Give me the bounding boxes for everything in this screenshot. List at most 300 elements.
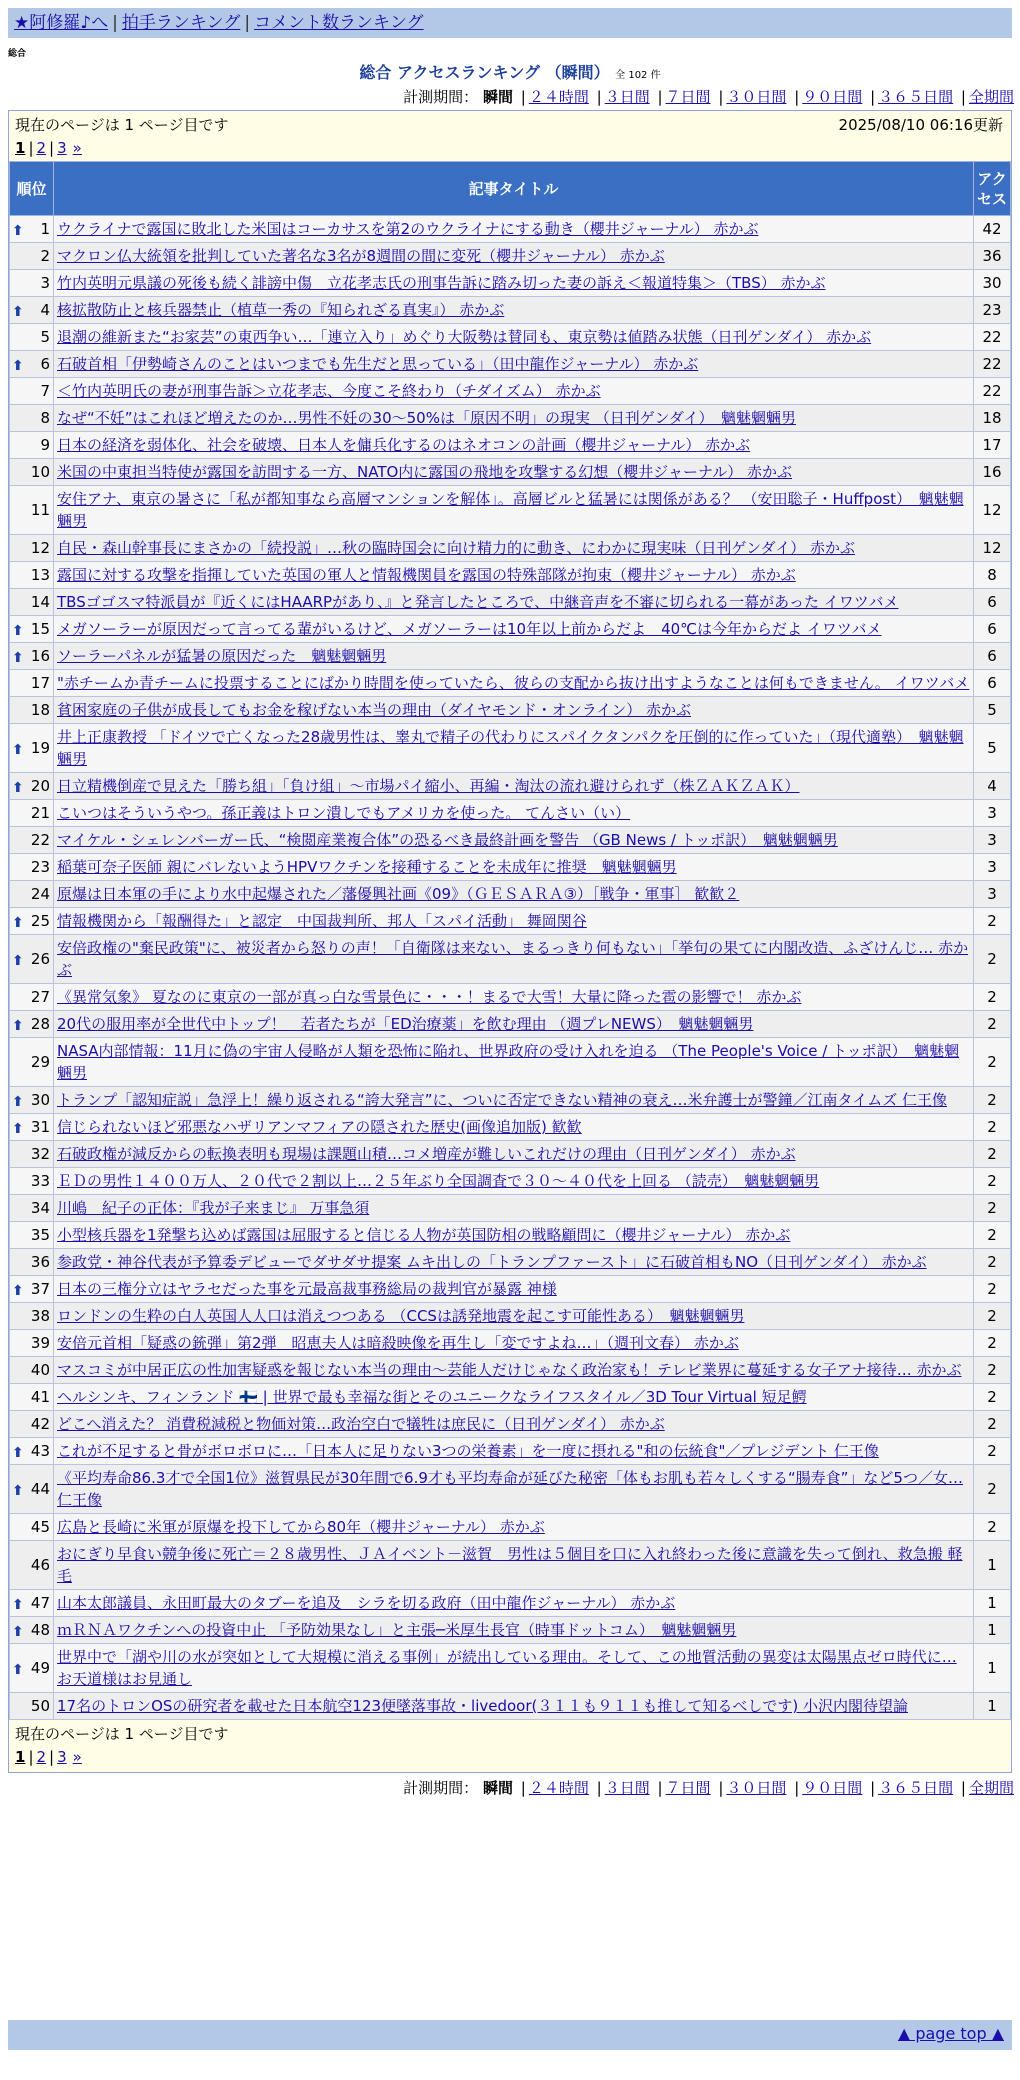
period-selector-bottom: 計測期間： 瞬間 | ２４時間 | ３日間 | ７日間 | ３０日間 | ９０日間 | ３６５日間 | 全期間	[403, 1779, 1014, 1797]
access-count: 1	[974, 1541, 1011, 1590]
title-cell	[54, 297, 974, 324]
rank-cell	[10, 589, 54, 616]
comment-ranking-link[interactable]: コメント数ランキング	[254, 13, 424, 33]
rank-number: 28	[30, 1015, 50, 1033]
article-link[interactable]: 貧困家庭の子供が成長してもお金を稼げない本当の理由（ダイヤモンド・オンライン） 赤かぶ	[57, 701, 692, 719]
article-link[interactable]: 《異常気象》 夏なのに東京の一部が真っ白な雪景色に・・・！まるで大雪！大量に降った雹の影響で！ 赤かぶ	[57, 988, 802, 1006]
title-cell	[54, 643, 974, 670]
access-count: 3	[974, 881, 1011, 908]
rank-cell	[10, 1087, 54, 1114]
rank-cell	[10, 1114, 54, 1141]
period-current: 瞬間	[482, 1779, 513, 1797]
article-link[interactable]: マスコミが中居正広の性加害疑惑を報じない本当の理由～芸能人だけじゃなく政治家も！テレビ業界に蔓延する女子アナ接待… 赤かぶ	[57, 1361, 962, 1379]
article-link[interactable]: 核拡散防止と核兵器禁止（植草一秀の『知られざる真実』） 赤かぶ	[57, 301, 505, 319]
rank-number: 22	[30, 831, 50, 849]
rank-up-arrow-icon: ⬆	[12, 1445, 24, 1461]
article-link[interactable]: 日本の三権分立はヤラセだった事を元最高裁事務総局の裁判官が暴露 神様	[57, 1280, 557, 1298]
rank-cell	[10, 643, 54, 670]
table-row	[10, 1384, 1011, 1411]
table-row	[10, 1038, 1011, 1087]
rank-cell	[10, 724, 54, 773]
article-link[interactable]: "赤チームか青チームに投票することにばかり時間を使っていたら、彼らの支配から抜け出すようなことは何もできません。 イワツバメ	[57, 674, 970, 692]
period-selector-top: 計測期間： 瞬間 | ２４時間 | ３日間 | ７日間 | ３０日間 | ９０日間 | ３６５日間 | 全期間	[403, 88, 1014, 106]
rank-cell	[10, 697, 54, 724]
pager-page-1[interactable]: 1	[15, 1748, 26, 1766]
table-row	[10, 1222, 1011, 1249]
title-cell	[54, 1384, 974, 1411]
article-link[interactable]: 露国に対する攻撃を指揮していた英国の軍人と情報機関員を露国の特殊部隊が拘束（櫻井ジャーナル） 赤かぶ	[57, 566, 796, 584]
access-count: 2	[974, 1222, 1011, 1249]
title-cell	[54, 535, 974, 562]
page-top-link[interactable]: ▲ page top ▲	[897, 2024, 1004, 2043]
rank-cell	[10, 486, 54, 535]
rank-number: 14	[30, 593, 50, 611]
article-link[interactable]: 参政党・神谷代表が予算委デビューでダサダサ提案 ムキ出しの「トランプファースト」に石破首相もNO（日刊ゲンダイ） 赤かぶ	[57, 1253, 927, 1271]
title-cell	[54, 1249, 974, 1276]
table-row	[10, 432, 1011, 459]
table-row	[10, 1141, 1011, 1168]
access-count: 1	[974, 1644, 1011, 1693]
rank-number: 45	[30, 1518, 50, 1536]
rank-cell	[10, 827, 54, 854]
table-row	[10, 1644, 1011, 1693]
access-count: 2	[974, 1384, 1011, 1411]
article-link[interactable]: 安倍政権の"棄民政策"に、被災者から怒りの声！「自衛隊は来ない、まるっきり何もない」「挙句の果てに内閣改造、ふざけんじ… 赤かぶ	[57, 939, 969, 979]
table-row	[10, 351, 1011, 378]
access-count: 16	[974, 459, 1011, 486]
title-cell	[54, 935, 974, 984]
rank-number: 7	[40, 382, 50, 400]
period-7d[interactable]: ７日間	[665, 88, 711, 106]
article-link[interactable]: 石破政権が減反からの転換表明も現場は課題山積…コメ増産が難しいこれだけの理由（日刊ゲンダイ） 赤かぶ	[57, 1145, 796, 1163]
access-count: 2	[974, 1514, 1011, 1541]
title-cell	[54, 1693, 974, 1720]
rank-number: 20	[30, 777, 50, 795]
pager-page-2[interactable]: 2	[36, 1748, 47, 1766]
article-link[interactable]: 広島と長崎に米軍が原爆を投下してから80年（櫻井ジャーナル） 赤かぶ	[57, 1518, 545, 1536]
rank-cell	[10, 270, 54, 297]
table-row	[10, 1249, 1011, 1276]
article-link[interactable]: 日本の経済を弱体化、社会を破壊、日本人を傭兵化するのはネオコンの計画（櫻井ジャーナル） 赤かぶ	[57, 436, 751, 454]
pager-next[interactable]: »	[72, 1748, 82, 1766]
rank-cell	[10, 562, 54, 589]
article-link[interactable]: 情報機関から「報酬得た」と認定 中国裁判所、邦人「スパイ活動」 舞岡関谷	[57, 912, 587, 930]
applause-ranking-link[interactable]: 拍手ランキング	[121, 13, 241, 33]
rank-number: 32	[30, 1145, 50, 1163]
period-90d[interactable]: ９０日間	[802, 1779, 863, 1797]
title-cell	[54, 1303, 974, 1330]
article-link[interactable]: ロンドンの生粋の白人英国人人口は消えつつある （CCSは誘発地震を起こす可能性ある） 魑魅魍魎男	[57, 1307, 745, 1325]
table-row	[10, 1195, 1011, 1222]
table-row	[10, 1114, 1011, 1141]
access-count: 12	[974, 535, 1011, 562]
pager-next[interactable]: »	[72, 139, 82, 157]
rank-number: 50	[30, 1697, 50, 1715]
article-link[interactable]: 安住アナ、東京の暑さに「私が都知事なら高層マンションを解体」。高層ビルと猛暑には関係がある？ （安田聡子・Huffpost） 魑魅魍魎男	[57, 490, 964, 530]
title-cell	[54, 1114, 974, 1141]
current-page-text: 現在のページは 1 ページ目です	[15, 116, 229, 134]
table-row	[10, 697, 1011, 724]
rank-cell	[10, 216, 54, 243]
rank-number: 44	[30, 1480, 50, 1498]
title-cell	[54, 1222, 974, 1249]
period-all[interactable]: 全期間	[968, 1779, 1014, 1797]
access-count: 3	[974, 854, 1011, 881]
period-all[interactable]: 全期間	[968, 88, 1014, 106]
access-count: 2	[974, 1249, 1011, 1276]
rank-cell	[10, 984, 54, 1011]
table-row	[10, 643, 1011, 670]
rank-cell	[10, 1693, 54, 1720]
rank-up-arrow-icon: ⬆	[12, 650, 24, 666]
rank-number: 49	[30, 1659, 50, 1677]
rank-cell	[10, 1617, 54, 1644]
article-link[interactable]: 山本太郎議員、永田町最大のタブーを追及 シラを切る政府（田中龍作ジャーナル） 赤かぶ	[57, 1594, 676, 1612]
access-count: 2	[974, 1087, 1011, 1114]
access-count: 2	[974, 1276, 1011, 1303]
access-count: 22	[974, 324, 1011, 351]
table-row	[10, 1590, 1011, 1617]
period-3d[interactable]: ３日間	[604, 1779, 650, 1797]
article-link[interactable]: TBSゴゴスマ特派員が『近くにはHAARPがあり、』と発言したところで、中継音声を不審に切られる一幕があった イワツバメ	[57, 593, 899, 611]
table-header-row	[10, 162, 1011, 216]
ranking-table	[9, 161, 1011, 1720]
access-count: 2	[974, 1141, 1011, 1168]
article-link[interactable]: どこへ消えた？ 消費税減税と物価対策…政治空白で犠牲は庶民に（日刊ゲンダイ） 赤かぶ	[57, 1415, 665, 1433]
access-count: 2	[974, 1357, 1011, 1384]
period-365d[interactable]: ３６５日間	[878, 1779, 954, 1797]
rank-cell	[10, 1514, 54, 1541]
rank-number: 6	[40, 355, 50, 373]
period-30d[interactable]: ３０日間	[726, 1779, 787, 1797]
article-link[interactable]: 川嶋 紀子の正体：『我が子来まじ』 万事急須	[57, 1199, 370, 1217]
col-access-header: アクセス	[974, 162, 1011, 216]
table-row	[10, 984, 1011, 1011]
table-row	[10, 1465, 1011, 1514]
article-link[interactable]: 自民・森山幹事長にまさかの「続投説」…秋の臨時国会に向け精力的に動き、にわかに現実味（日刊ゲンダイ） 赤かぶ	[57, 539, 855, 557]
pager-page-2[interactable]: 2	[36, 139, 47, 157]
access-count: 17	[974, 432, 1011, 459]
rank-cell	[10, 459, 54, 486]
rank-number: 34	[30, 1199, 50, 1217]
article-link[interactable]: ヘルシンキ、フィンランド 🇫🇮 | 世界で最も幸福な街とそのユニークなライフスタイル／3D Tour Virtual 短足鰐	[57, 1388, 807, 1406]
rank-number: 30	[30, 1091, 50, 1109]
article-link[interactable]: 退潮の維新また“お家芸”の東西争い…「連立入り」めぐり大阪勢は賛同も、東京勢は値踏み状態（日刊ゲンダイ） 赤かぶ	[57, 328, 872, 346]
access-count: 30	[974, 270, 1011, 297]
article-link[interactable]: こいつはそういうやつ。孫正義はトロン潰しでもアメリカを使った。 てんさい（い）	[57, 804, 631, 822]
total-count: 全 102 件	[615, 70, 661, 81]
title-cell	[54, 984, 974, 1011]
title-cell	[54, 1541, 974, 1590]
current-page-text-bottom: 現在のページは 1 ページ目です	[15, 1725, 229, 1743]
rank-cell	[10, 243, 54, 270]
title-cell	[54, 324, 974, 351]
rank-up-arrow-icon: ⬆	[12, 223, 24, 239]
rank-cell	[10, 1038, 54, 1087]
pager-page-3[interactable]: 3	[57, 139, 67, 157]
rank-number: 3	[40, 274, 50, 292]
rank-number: 10	[30, 463, 50, 481]
rank-number: 29	[30, 1053, 50, 1071]
site-home-link[interactable]: ★阿修羅♪へ	[14, 13, 109, 33]
rank-up-arrow-icon: ⬆	[12, 1121, 24, 1137]
col-rank-header: 順位	[10, 162, 54, 216]
table-row	[10, 1357, 1011, 1384]
access-count: 22	[974, 351, 1011, 378]
period-90d[interactable]: ９０日間	[802, 88, 863, 106]
period-30d[interactable]: ３０日間	[726, 88, 787, 106]
rank-cell	[10, 908, 54, 935]
rank-number: 8	[40, 409, 50, 427]
period-label: 計測期間：	[403, 1779, 479, 1797]
rank-up-arrow-icon: ⬆	[12, 1597, 24, 1613]
rank-number: 13	[30, 566, 50, 584]
period-3d[interactable]: ３日間	[604, 88, 650, 106]
table-row	[10, 827, 1011, 854]
title-cell	[54, 1141, 974, 1168]
article-link[interactable]: ＜竹内英明氏の妻が刑事告訴＞立花孝志、今度こそ終わり（チダイズム） 赤かぶ	[57, 382, 601, 400]
rank-cell	[10, 1011, 54, 1038]
title-cell	[54, 216, 974, 243]
article-link[interactable]: 米国の中東担当特使が露国を訪問する一方、NATO内に露国の飛地を攻撃する幻想（櫻井ジャーナル） 赤かぶ	[57, 463, 793, 481]
rank-cell	[10, 1357, 54, 1384]
rank-up-arrow-icon: ⬆	[12, 780, 24, 796]
article-link[interactable]: マクロン仏大統領を批判していた著名な3名が8週間の間に変死（櫻井ジャーナル） 赤かぶ	[57, 247, 665, 265]
title-cell	[54, 881, 974, 908]
article-link[interactable]: 信じられないほど邪悪なハザリアンマフィアの隠された歴史(画像追加版) 歓歓	[57, 1118, 582, 1136]
access-count: 2	[974, 984, 1011, 1011]
title-cell	[54, 1411, 974, 1438]
rank-number: 19	[30, 739, 50, 757]
rank-cell	[10, 1541, 54, 1590]
title-cell	[54, 1590, 974, 1617]
table-row	[10, 908, 1011, 935]
rank-cell	[10, 1249, 54, 1276]
rank-cell	[10, 1222, 54, 1249]
period-24h[interactable]: ２４時間	[528, 1779, 589, 1797]
table-row	[10, 324, 1011, 351]
rank-number: 27	[30, 988, 50, 1006]
access-count: 36	[974, 243, 1011, 270]
rank-number: 25	[30, 912, 50, 930]
rank-number: 21	[30, 804, 50, 822]
rank-cell	[10, 297, 54, 324]
rank-number: 17	[30, 674, 50, 692]
rank-up-arrow-icon: ⬆	[12, 304, 24, 320]
article-link[interactable]: 原爆は日本軍の手により水中起爆された／藩優興社画《09》（ＧＥＳＡＲＡ③）［戦争・軍事］ 歓歓２	[57, 885, 740, 903]
article-link[interactable]: 井上正康教授 「ドイツで亡くなった28歳男性は、睾丸で精子の代わりにスパイクタンパクを圧倒的に作っていた」（現代適塾） 魑魅魍魎男	[57, 728, 964, 768]
rank-cell	[10, 351, 54, 378]
pager-page-1[interactable]: 1	[15, 139, 26, 157]
article-link[interactable]: メガソーラーが原因だって言ってる輩がいるけど、メガソーラーは10年以上前からだよ 40℃は今年からだよ イワツバメ	[57, 620, 882, 638]
rank-cell	[10, 616, 54, 643]
rank-cell	[10, 1384, 54, 1411]
article-link[interactable]: マイケル・シェレンバーガー氏、“検閲産業複合体”の恐るべき最終計画を警告 （GB News / トッポ訳） 魑魅魍魎男	[57, 831, 838, 849]
table-row	[10, 724, 1011, 773]
rank-up-arrow-icon: ⬆	[12, 742, 24, 758]
access-count: 2	[974, 1411, 1011, 1438]
article-link[interactable]: ウクライナで露国に敗北した米国はコーカサスを第2のウクライナにする動き（櫻井ジャーナル） 赤かぶ	[57, 220, 759, 238]
article-link[interactable]: 20代の服用率が全世代中トップ！ 若者たちが「ED治療薬」を飲む理由 （週プレNEWS） 魑魅魍魎男	[57, 1015, 754, 1033]
rank-number: 33	[30, 1172, 50, 1190]
table-row	[10, 243, 1011, 270]
title-cell	[54, 1276, 974, 1303]
article-link[interactable]: ｍＲＮＡワクチンへの投資中止 「予防効果なし」と主張─米厚生長官（時事ドットコム） 魑魅魍魎男	[57, 1621, 737, 1639]
col-title-header: 記事タイトル	[54, 162, 974, 216]
title-cell	[54, 243, 974, 270]
title-cell	[54, 800, 974, 827]
rank-cell	[10, 324, 54, 351]
rank-up-arrow-icon: ⬆	[12, 1483, 24, 1499]
access-count: 5	[974, 697, 1011, 724]
article-link[interactable]: 世界中で「湖や川の水が突如として大規模に消える事例」が続出している理由。そして、この地質活動の異変は太陽黒点ゼロ時代に… お天道様はお見通し	[57, 1648, 957, 1688]
rank-cell	[10, 1141, 54, 1168]
category-label: 総合	[8, 49, 27, 59]
rank-up-arrow-icon: ⬆	[12, 1018, 24, 1034]
title-cell	[54, 589, 974, 616]
title-cell	[54, 378, 974, 405]
access-count: 22	[974, 378, 1011, 405]
rank-up-arrow-icon: ⬆	[12, 953, 24, 969]
rank-number: 2	[40, 247, 50, 265]
table-row	[10, 216, 1011, 243]
rank-number: 1	[40, 220, 50, 238]
access-count: 2	[974, 1168, 1011, 1195]
rank-cell	[10, 800, 54, 827]
article-link[interactable]: これが不足すると骨がボロボロに…「日本人に足りない3つの栄養素」を一度に摂れる"和の伝統食"／プレジデント 仁王像	[57, 1442, 879, 1460]
article-link[interactable]: おにぎり早食い競争後に死亡＝２８歳男性、ＪＡイベント－滋賀 男性は５個目を口に入れ終わった後に意識を失って倒れ、救急搬 軽毛	[57, 1545, 963, 1585]
page-top-bar	[8, 2020, 1012, 2050]
access-count: 2	[974, 1465, 1011, 1514]
access-count: 5	[974, 724, 1011, 773]
article-link[interactable]: ソーラーパネルが猛暑の原因だった 魑魅魍魎男	[57, 647, 387, 665]
rank-number: 36	[30, 1253, 50, 1271]
table-row	[10, 1330, 1011, 1357]
rank-number: 41	[30, 1388, 50, 1406]
title-cell	[54, 1438, 974, 1465]
rank-cell	[10, 1330, 54, 1357]
title-cell	[54, 854, 974, 881]
article-link[interactable]: 石破首相「伊勢崎さんのことはいつまでも先生だと思っている」（田中龍作ジャーナル） 赤かぶ	[57, 355, 699, 373]
rank-cell	[10, 1195, 54, 1222]
access-count: 2	[974, 1303, 1011, 1330]
rank-number: 43	[30, 1442, 50, 1460]
rank-number: 38	[30, 1307, 50, 1325]
rank-cell	[10, 881, 54, 908]
table-row	[10, 1617, 1011, 1644]
nav-separator: |	[112, 13, 118, 33]
article-link[interactable]: 稲葉可奈子医師 親にバレないようHPVワクチンを接種することを未成年に推奨 魑魅魍魎男	[57, 858, 677, 876]
title-cell	[54, 1011, 974, 1038]
access-count: 1	[974, 1693, 1011, 1720]
article-link[interactable]: 17名のトロンOSの研究者を載せた日本航空123便墜落事故・livedoor(３１１も９１１も推して知るべしです) 小沢内閣待望論	[57, 1697, 909, 1715]
article-link[interactable]: 竹内英明元県議の死後も続く誹謗中傷 立花孝志氏の刑事告訴に踏み切った妻の訴え＜報道特集＞（TBS） 赤かぶ	[57, 274, 826, 292]
rank-up-arrow-icon: ⬆	[12, 915, 24, 931]
title-cell	[54, 270, 974, 297]
access-count: 4	[974, 773, 1011, 800]
period-current: 瞬間	[482, 88, 513, 106]
table-row	[10, 1541, 1011, 1590]
rank-number: 37	[30, 1280, 50, 1298]
access-count: 18	[974, 405, 1011, 432]
rank-cell	[10, 1303, 54, 1330]
ranking-frame	[8, 110, 1012, 1773]
rank-cell	[10, 535, 54, 562]
title-cell	[54, 1617, 974, 1644]
article-link[interactable]: 日立精機倒産で見えた「勝ち組」「負け組」～市場パイ縮小、再編・淘汰の流れ避けられず（株ＺＡＫＺＡＫ）	[57, 777, 800, 795]
rank-number: 48	[30, 1621, 50, 1639]
rank-cell	[10, 773, 54, 800]
rank-cell	[10, 1438, 54, 1465]
article-link[interactable]: 安倍元首相「疑惑の銃弾」第2弾 昭恵夫人は暗殺映像を再生し「変ですよね…」（週刊文春） 赤かぶ	[57, 1334, 739, 1352]
top-nav	[8, 8, 1012, 38]
rank-number: 39	[30, 1334, 50, 1352]
rank-number: 23	[30, 858, 50, 876]
article-link[interactable]: NASA内部情報：11月に偽の宇宙人侵略が人類を恐怖に陥れ、世界政府の受け入れを迫る （The People's Voice / トッポ訳） 魑魅魍魎男	[57, 1042, 960, 1082]
rank-number: 24	[30, 885, 50, 903]
access-count: 3	[974, 827, 1011, 854]
table-row	[10, 800, 1011, 827]
article-link[interactable]: 小型核兵器を1発撃ち込めば露国は屈服すると信じる人物が英国防相の戦略顧問に（櫻井ジャーナル） 赤かぶ	[57, 1226, 791, 1244]
table-row	[10, 1168, 1011, 1195]
article-link[interactable]: トランプ「認知症説」急浮上！繰り返される“誇大発言”に、ついに否定できない精神の衰え…米弁護士が警鐘／江南タイムズ 仁王像	[57, 1091, 948, 1109]
access-count: 12	[974, 486, 1011, 535]
page-info-bottom	[9, 1720, 1011, 1772]
period-7d[interactable]: ７日間	[665, 1779, 711, 1797]
table-row	[10, 535, 1011, 562]
pager-page-3[interactable]: 3	[57, 1748, 67, 1766]
table-row	[10, 1438, 1011, 1465]
rank-cell	[10, 1465, 54, 1514]
rank-cell	[10, 1276, 54, 1303]
rank-cell	[10, 1168, 54, 1195]
table-row	[10, 935, 1011, 984]
access-count: 2	[974, 1114, 1011, 1141]
pager-top: 1 | 2 | 3 »	[15, 139, 82, 157]
table-row	[10, 486, 1011, 535]
rank-number: 26	[30, 950, 50, 968]
access-count: 6	[974, 643, 1011, 670]
access-count: 2	[974, 1011, 1011, 1038]
article-link[interactable]: ＥＤの男性１４００万人、２０代で２割以上…２５年ぶり全国調査で３０～４０代を上回る （読売） 魑魅魍魎男	[57, 1172, 820, 1190]
title-cell	[54, 616, 974, 643]
period-24h[interactable]: ２４時間	[528, 88, 589, 106]
access-count: 1	[974, 1590, 1011, 1617]
rank-up-arrow-icon: ⬆	[12, 1662, 24, 1678]
rank-number: 16	[30, 647, 50, 665]
table-row	[10, 562, 1011, 589]
rank-number: 11	[30, 501, 50, 519]
title-cell	[54, 1168, 974, 1195]
title-cell	[54, 1465, 974, 1514]
access-count: 42	[974, 216, 1011, 243]
title-cell	[54, 351, 974, 378]
article-link[interactable]: 《平均寿命86.3才で全国1位》滋賀県民が30年間で6.9才も平均寿命が延びた秘密「体もお肌も若々しくする“腸寿食”」など5つ／女… 仁王像	[57, 1469, 963, 1509]
table-row	[10, 270, 1011, 297]
table-row	[10, 1514, 1011, 1541]
table-row	[10, 405, 1011, 432]
period-365d[interactable]: ３６５日間	[878, 88, 954, 106]
rank-cell	[10, 935, 54, 984]
access-count: 8	[974, 562, 1011, 589]
title-cell	[54, 486, 974, 535]
access-count: 1	[974, 1617, 1011, 1644]
table-row	[10, 773, 1011, 800]
article-link[interactable]: なぜ“不妊”はこれほど増えたのか…男性不妊の30～50%は「原因不明」の現実 （日刊ゲンダイ） 魑魅魍魎男	[57, 409, 797, 427]
access-count: 3	[974, 800, 1011, 827]
rank-number: 12	[30, 539, 50, 557]
title-cell	[54, 1514, 974, 1541]
